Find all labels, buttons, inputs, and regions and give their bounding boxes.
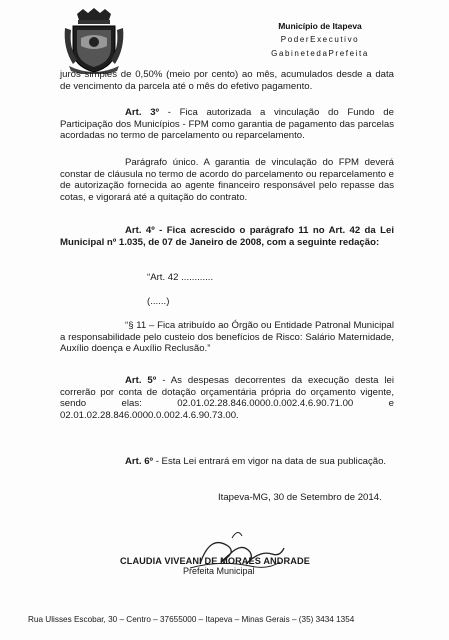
article-5-label: Art. 5º — [125, 375, 157, 386]
signatory-name: CLAUDIA VIVEANI DE MORAES ANDRADE — [120, 556, 310, 566]
mayor-office: GabinetedaPrefeita — [271, 49, 369, 58]
article-42-quote: “Art. 42 ............ — [147, 272, 214, 283]
article-5-text: - As despesas decorrentes da execução desta lei correrão por conta de dotação orçamentária própria do orçamento vigente, sendo elas: 02.01.02.28.846.0000.0.002.4.6.90.71.00 e 02.01.02.28.846.0000.0.002.4.6.90.73.00. — [60, 375, 394, 421]
article-4: Art. 4º - Fica acrescido o parágrafo 11 no Art. 42 da Lei Municipal nº 1.035, de 07 de Janeiro de 2008, com a seguinte redação: — [60, 225, 394, 248]
article-6-text: - Esta Lei entrará em vigor na data de sua publicação. — [153, 456, 387, 467]
article-3 — [60, 107, 394, 142]
paragraph-11: “§ 11 – Fica atribuído ao Órgão ou Entidade Patronal Municipal a responsabilidade pelo custeio dos benefícios de Risco: Salário Maternidade, Auxílio doença e Auxílio Reclusão.” — [60, 320, 394, 355]
article-6-label: Art. 6º — [125, 456, 154, 467]
ellipsis-line: (......) — [147, 296, 170, 307]
signatory-role: Prefeita Municipal — [183, 566, 255, 576]
document-date: Itapeva-MG, 30 de Setembro de 2014. — [218, 492, 382, 503]
continuation-paragraph: juros simples de 0,50% (meio por cento) ao mês, acumulados desde a data de vencimento da parcela até o mês do efetivo pagamento. — [60, 69, 394, 92]
municipality-name: Município de Itapeva — [278, 21, 362, 31]
executive-power: PoderExecutivo — [280, 35, 360, 44]
coat-of-arms-icon — [63, 8, 125, 74]
article-3-text: - Fica autorizada a vinculação do Fundo de Participação dos Municípios - FPM como garantia de pagamento das parcelas acordadas no termo de parcelamento ou reparcelamento. — [60, 107, 394, 142]
article-5 — [60, 375, 394, 421]
article-6 — [60, 456, 394, 468]
footer-address: Rua Ulisses Escobar, 30 – Centro – 37655000 – Itapeva – Minas Gerais – (35) 3434 1354 — [28, 615, 355, 624]
article-3-label: Art. 3º — [125, 107, 160, 118]
paragrafo-unico: Parágrafo único. A garantia de vinculação do FPM deverá constar de cláusula no termo de acordo do parcelamento ou reparcelamento e de autorização fornecida ao agente financeiro responsável pelo repasse das cotas, e vigorará até a quitação do contrato. — [60, 157, 394, 203]
